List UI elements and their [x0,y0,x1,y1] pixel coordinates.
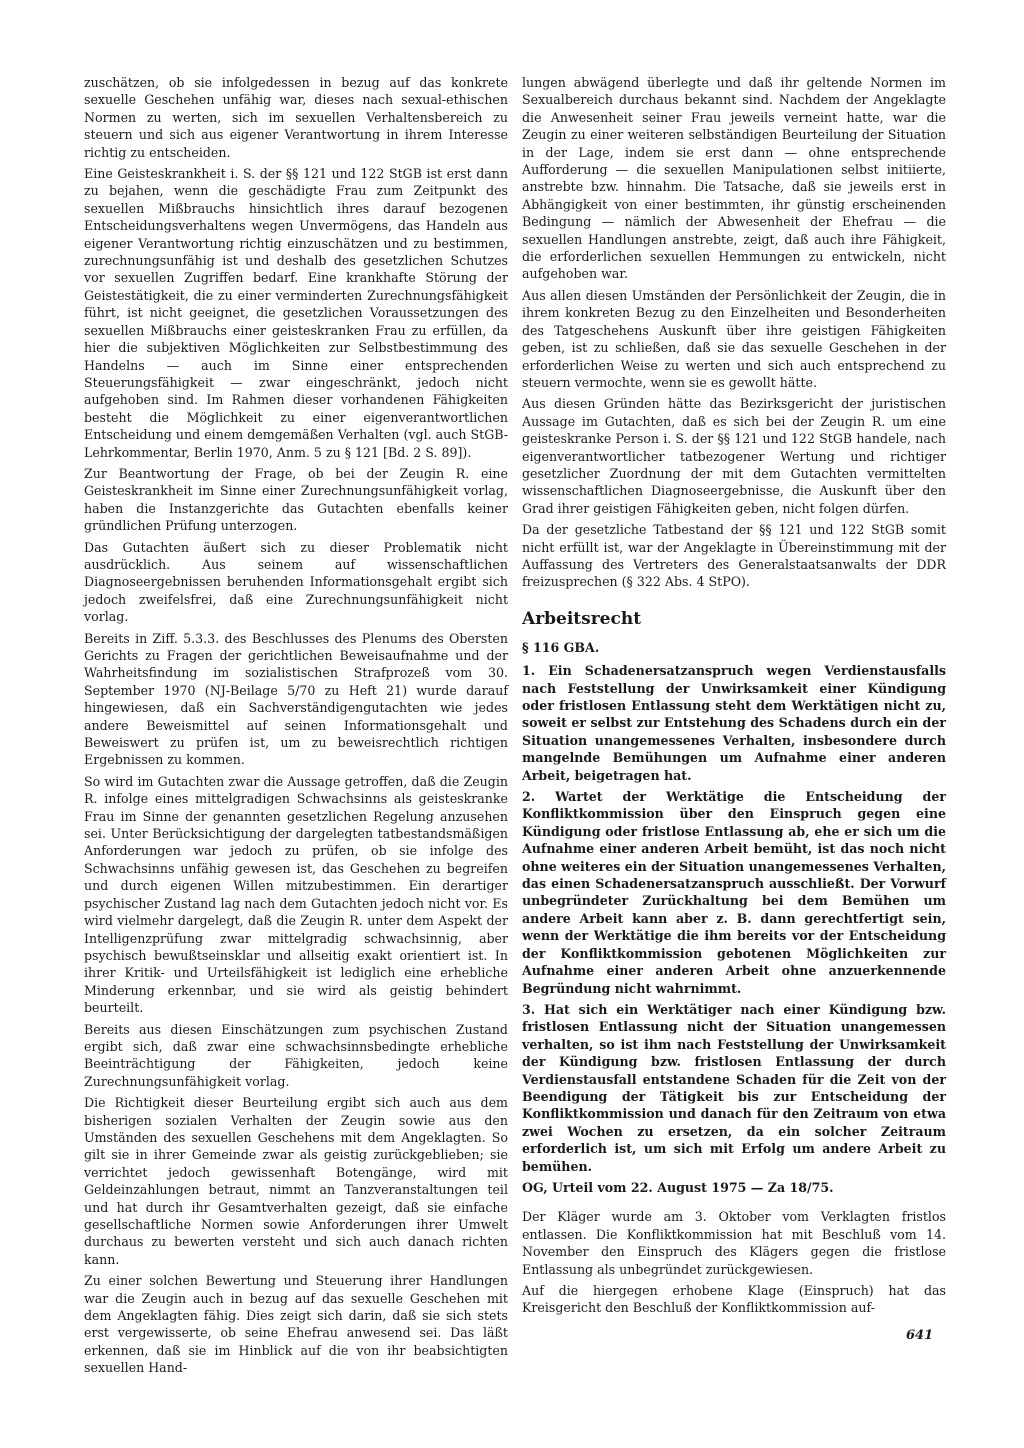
paragraph: Bereits in Ziff. 5.3.3. des Beschlusses des Plenums des Obersten Gerichts zu Fragen der gerichtlichen Beweisaufnahme und der Wahrheitsfindung im sozialistischen Strafprozeß vom 30. September 1970 (NJ-Beilage 5/70 zu Heft 21) wurde darauf hingewiesen, daß ein Sachverständigengutachten wie jedes andere Beweismittel auf seinen Informationsgehalt und Beweiswert zu prüfen ist, um zu beweisrechtlich richtigen Ergebnissen zu kommen. [84,630,508,768]
headnote: 3. Hat sich ein Werktätiger nach einer Kündigung bzw. fristlosen Entlassung nicht der Situation unangemessen verhalten, so ist ihm nach Feststellung der Unwirksamkeit der Kündigung bzw. fristlosen Entlassung der durch Verdienstausfall entstandene Schaden für die Zeit von der Beendigung der Tätigkeit bis zur Entscheidung der Konfliktkommission und danach für den Zeitraum von etwa zwei Wochen zu ersetzen, da ein solcher Zeitraum erforderlich ist, um sich mit Erfolg um andere Arbeit zu bemühen. [522,1001,946,1174]
paragraph: Auf die hiergegen erhobene Klage (Einspruch) hat das Kreisgericht den Beschluß der Konfliktkommission auf- [522,1283,946,1316]
paragraph: lungen abwägend überlegte und daß ihr geltende Normen im Sexualbereich durchaus bekannt sind. Nachdem der Angeklagte die Anwesenheit seiner Frau jeweils verneint hatte, war die Zeugin zu einer weiteren selbständigen Beurteilung der Situation in der Lage, indem sie erst dann — ohne entsprechende Aufforderung — die sexuellen Manipulationen selbst initiierte, anstrebte bzw. hinnahm. Die Tatsache, daß sie jeweils erst in Abhängigkeit von einer bestimmten, ihr günstig erscheinenden Bedingung — nämlich der Abwesenheit der Ehefrau — die sexuellen Handlungen anstrebte, zeigt, daß auch ihre Fähigkeit, die erforderlichen sexuellen Hemmungen zu entwickeln, nicht aufgehoben war. [522,75,946,282]
paragraph: zuschätzen, ob sie infolgedessen in bezug auf das konkrete sexuelle Geschehen unfähig war, dieses nach sexual-ethischen Normen zu werten, sich im sexuellen Verhaltensbereich zu steuern und sich aus eigener Verantwortung in ihrem Interesse richtig zu entscheiden. [84,75,508,160]
headnote: 2. Wartet der Werktätige die Entscheidung der Konfliktkommission über den Einspruch gegen eine Kündigung oder fristlose Entlassung ab, ehe er sich um die Aufnahme einer anderen Arbeit bemüht, ist das noch nicht ohne weiteres ein der Situation unangemessenes Verhalten, das einen Schadenersatzanspruch ausschließt. Der Vorwurf unbegründeter Zurückhaltung bei dem Bemühen um andere Arbeit kann aber z. B. dann gerechtfertigt sein, wenn der Werktätige die ihm bereits vor der Entscheidung der Konfliktkommission gebotenen Möglichkeiten zur Aufnahme einer anderen Arbeit ohne anzuerkennende Begründung nicht wahrnimmt. [522,789,946,996]
right-column [522,74,946,1321]
paragraph: Das Gutachten äußert sich zu dieser Problematik nicht ausdrücklich. Aus seinem auf wissenschaftlichen Diagnoseergebnissen beruhenden Informationsgehalt ergibt sich jedoch zweifelsfrei, daß eine Zurechnungsunfähigkeit nicht vorlag. [84,539,508,625]
paragraph: Aus allen diesen Umständen der Persönlichkeit der Zeugin, die in ihrem konkreten Bezug zu den Einzelheiten und Besonderheiten des Tatgeschehens Auskunft über ihre geistigen Fähigkeiten geben, ist zu schließen, daß sie das sexuelle Geschehen in der erforderlichen Weise zu werten und sich auch entsprechend zu steuern vermochte, wenn sie es gewollt hätte. [522,287,946,390]
paragraph: Der Kläger wurde am 3. Oktober vom Verklagten fristlos entlassen. Die Konfliktkommission hat mit Beschluß vom 14. November den Einspruch des Klägers gegen die fristlose Entlassung als unbegründet zurückgewiesen. [522,1209,946,1277]
left-column [84,74,508,1381]
paragraph: So wird im Gutachten zwar die Aussage getroffen, daß die Zeugin R. infolge eines mittelgradigen Schwachsinns als geisteskranke Frau im Sinne der genannten gesetzlichen Regelung anzusehen sei. Unter Berücksichtigung der dargelegten tatbestandsmäßigen Anforderungen war jedoch zu prüfen, ob sie infolge des Schwachsinns unfähig gewesen ist, das Geschehen zu begreifen und durch eigenen Willen mitzubestimmen. Ein derartiger psychischer Zustand lag nach dem Gutachten jedoch nicht vor. Es wird vielmehr dargelegt, daß die Zeugin R. unter dem Aspekt der Intelligenzprüfung zwar mittelgradig schwachsinnig, aber psychisch bewußtseinsklar und allseitig exakt orientiert ist. In ihrer Kritik- und Urteilsfähigkeit ist lediglich eine erhebliche Minderung erkennbar, und sie wird als geistig behindert beurteilt. [84,773,508,1016]
paragraph: Bereits aus diesen Einschätzungen zum psychischen Zustand ergibt sich, daß zwar eine schwachsinnsbedingte erhebliche Beeinträchtigung der Fähigkeiten, jedoch keine Zurechnungsunfähigkeit vorlag. [84,1021,508,1089]
paragraph: Zu einer solchen Bewertung und Steuerung ihrer Handlungen war die Zeugin auch in bezug auf das sexuelle Geschehen mit dem Angeklagten fähig. Dies zeigt sich darin, daß sie sich stets erst vergewisserte, ob seine Ehefrau anwesend sei. Das läßt erkennen, daß sie im Hinblick auf die von ihr beabsichtigten sexuellen Hand- [84,1273,508,1376]
section-heading: Arbeitsrecht [522,608,642,629]
paragraph: Eine Geisteskrankheit i. S. der §§ 121 und 122 StGB ist erst dann zu bejahen, wenn die geschädigte Frau zum Zeitpunkt des sexuellen Mißbrauchs hinsichtlich ihres darauf bezogenen Entscheidungsverhaltens wegen Unvermögens, das Handeln aus eigener Verantwortung richtig einzuschätzen und zu bestimmen, zurechnungsunfähig ist und deshalb des gesetzlichen Schutzes vor sexuellen Zugriffen bedarf. Eine krankhafte Störung der Geistestätigkeit, die zu einer verminderten Zurechnungsfähigkeit führt, ist nicht geeignet, die gesetzlichen Voraussetzungen des sexuellen Mißbrauchs einer geisteskranken Frau zu erfüllen, da hier die subjektiven Möglichkeiten zur Selbstbestimmung des Handelns — auch im Sinne einer entsprechenden Steuerungsfähigkeit — zwar eingeschränkt, jedoch nicht aufgehoben sind. Im Rahmen dieser vorhandenen Fähigkeiten besteht die Möglichkeit zu einer eigenverantwortlichen Entscheidung und einem demgemäßen Verhalten (vgl. auch StGB-Lehrkommentar, Berlin 1970, Anm. 5 zu § 121 [Bd. 2 S. 89]). [84,166,508,460]
page-number: 641 [906,1328,934,1343]
paragraph: Die Richtigkeit dieser Beurteilung ergibt sich auch aus dem bisherigen sozialen Verhalten der Zeugin sowie aus den Umständen des sexuellen Geschehens mit dem Angeklagten. So gilt sie in ihrer Gemeinde zwar als geistig zurückgeblieben; sie verrichtet jedoch gewissenhaft Botengänge, wird mit Geldeinzahlungen betraut, nimmt an Tanzveranstaltungen teil und hat durch ihr Gesamtverhalten gezeigt, daß sie einfache gesellschaftliche Normen sowie Anforderungen ihrer Umwelt durchaus zu bewerten versteht und sich auch danach richten kann. [84,1095,508,1267]
court-reference: OG, Urteil vom 22. August 1975 — Za 18/75. [522,1179,834,1195]
headnote: 1. Ein Schadenersatzanspruch wegen Verdienstausfalls nach Feststellung der Unwirksamkeit einer Kündigung oder fristlosen Entlassung steht dem Werktätigen nicht zu, soweit er selbst zur Entstehung des Schadens durch ein der Situation unangemessenes Verhalten, insbesondere durch mangelnde Bemühungen um Aufnahme einer anderen Arbeit, beigetragen hat. [522,663,946,783]
paragraph: Da der gesetzliche Tatbestand der §§ 121 und 122 StGB somit nicht erfüllt ist, war der Angeklagte in Übereinstimmung mit der Auffassung des Vertreters des Generalstaatsanwalts der DDR freizusprechen (§ 322 Abs. 4 StPO). [522,522,946,590]
paragraph: Zur Beantwortung der Frage, ob bei der Zeugin R. eine Geisteskrankheit im Sinne einer Zurechnungsunfähigkeit vorlag, haben die Instanzgerichte das Gutachten ebenfalls keiner gründlichen Prüfung unterzogen. [84,465,508,534]
law-reference: § 116 GBA. [522,639,600,655]
paragraph: Aus diesen Gründen hätte das Bezirksgericht der juristischen Aussage im Gutachten, daß es sich bei der Zeugin R. um eine geisteskranke Person i. S. der §§ 121 und 122 StGB handele, nach eigenverantwortlicher tatbezogener Wertung und richtiger gesetzlicher Zuordnung der mit dem Gutachten vermittelten wissenschaftlichen Diagnoseergebnisse, die Auskunft über den Grad ihrer geistigen Fähigkeiten geben, nicht folgen dürfen. [522,396,946,516]
